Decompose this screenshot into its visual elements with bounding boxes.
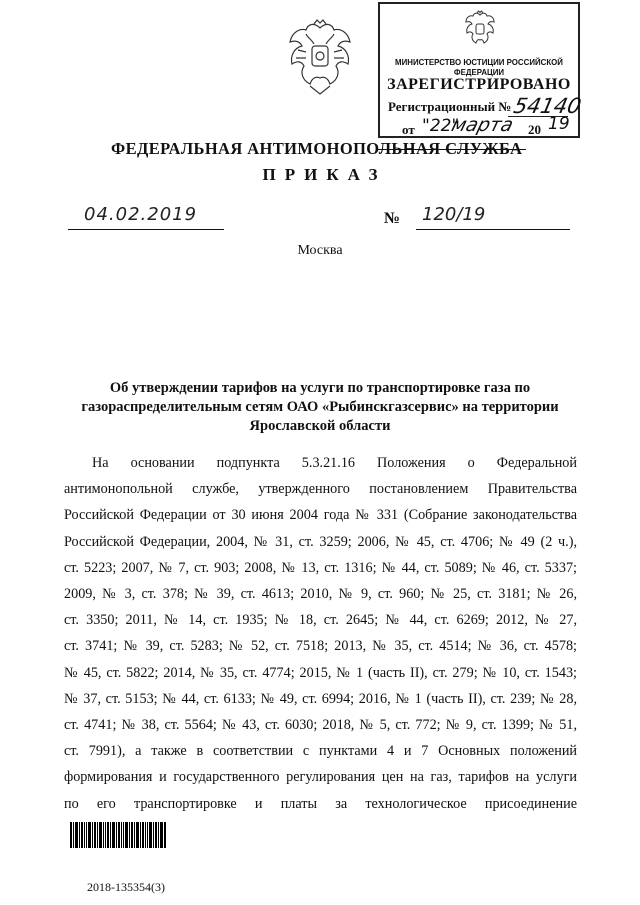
- registration-stamp: [378, 2, 584, 138]
- stamp-date-year-prefix: 20: [528, 122, 541, 137]
- body-line: формирования и государственного регулирования цен на газ, тарифов на услуги: [64, 769, 577, 786]
- stamp-date-prefix: от: [402, 122, 415, 137]
- body-paragraph: [64, 450, 577, 817]
- city: Москва: [297, 243, 343, 258]
- body-line: Российской Федерации от 30 июня 2004 года № 331 (Собрание законодательства: [64, 507, 577, 524]
- stamp-date-day: "22": [422, 116, 460, 136]
- stamp-ministry: МИНИСТЕРСТВО ЮСТИЦИИ РОССИЙСКОЙ ФЕДЕРАЦИИ: [395, 57, 563, 77]
- body-line: На основании подпункта 5.3.21.16 Положения о Федеральной: [92, 455, 577, 471]
- body-line: Российской Федерации, 2004, № 31, ст. 3259; 2006, № 45, ст. 4706; № 49 (2 ч.),: [64, 533, 577, 550]
- strike-through-line: [378, 149, 526, 150]
- document-code: 2018-135354(3): [87, 880, 165, 894]
- stamp-registered-label: ЗАРЕГИСТРИРОВАНО: [387, 76, 571, 93]
- number-underline: [416, 229, 570, 230]
- barcode-icon: [70, 822, 166, 848]
- heading-line: Об утверждении тарифов на услуги по транспортировке газа по: [109, 380, 531, 396]
- order-title: ПРИКАЗ: [262, 165, 387, 184]
- agency-name: ФЕДЕРАЛЬНАЯ АНТИМОНОПОЛЬНАЯ СЛУЖБА: [111, 139, 523, 158]
- heading-line: газораспределительным сетям ОАО «Рыбинскгазсервис» на территории: [81, 399, 559, 415]
- body-line: антимонопольной службе, утвержденного постановлением Правительства: [64, 481, 577, 498]
- body-line: ст. 4741; № 38, ст. 5564; № 43, ст. 6030; 2018, № 5, ст. 772; № 9, ст. 1399; № 51,: [64, 717, 577, 734]
- stamp-date-year: 19: [548, 114, 570, 134]
- order-heading: [80, 379, 560, 436]
- stamp-date-month: марта: [449, 114, 516, 136]
- order-date: 04.02.2019: [84, 204, 198, 225]
- russian-coat-of-arms-icon: [284, 18, 356, 98]
- body-line: ст. 7991), а также в соответствии с пунктами 4 и 7 Основных положений: [64, 743, 577, 760]
- number-sign: №: [384, 210, 401, 227]
- body-line: № 37, ст. 5153; № 44, ст. 6133; № 49, ст. 6994; 2016, № 1 (часть II), ст. 239; № 28,: [64, 690, 577, 707]
- date-underline: [68, 229, 224, 230]
- russian-coat-of-arms-icon: [463, 10, 497, 50]
- body-line: ст. 3350; 2011, № 14, ст. 1935; № 18, ст. 2645; № 44, ст. 6269; 2012, № 27,: [64, 612, 577, 629]
- body-line: ст. 5223; 2007, № 7, ст. 903; 2008, № 13, ст. 1316; № 44, ст. 5089; № 46, ст. 5337;: [64, 559, 577, 576]
- body-line: по его транспортировке и платы за технологическое присоединение: [64, 795, 577, 812]
- body-line: № 45, ст. 5822; 2014, № 35, ст. 4774; 2015, № 1 (часть II), ст. 279; № 10, ст. 1543;: [64, 664, 577, 681]
- order-number: 120/19: [422, 204, 486, 225]
- heading-line: Ярославской области: [249, 418, 391, 434]
- stamp-registration-number: 54140: [511, 94, 584, 118]
- stamp-registration-number-label: Регистрационный №: [388, 99, 512, 114]
- body-line: ст. 3741; № 39, ст. 5283; № 52, ст. 7518; 2013, № 35, ст. 4514; № 36, ст. 4578;: [64, 638, 577, 655]
- body-line: 2009, № 3, ст. 378; № 39, ст. 4613; 2010, № 9, ст. 960; № 25, ст. 3181; № 26,: [64, 586, 577, 603]
